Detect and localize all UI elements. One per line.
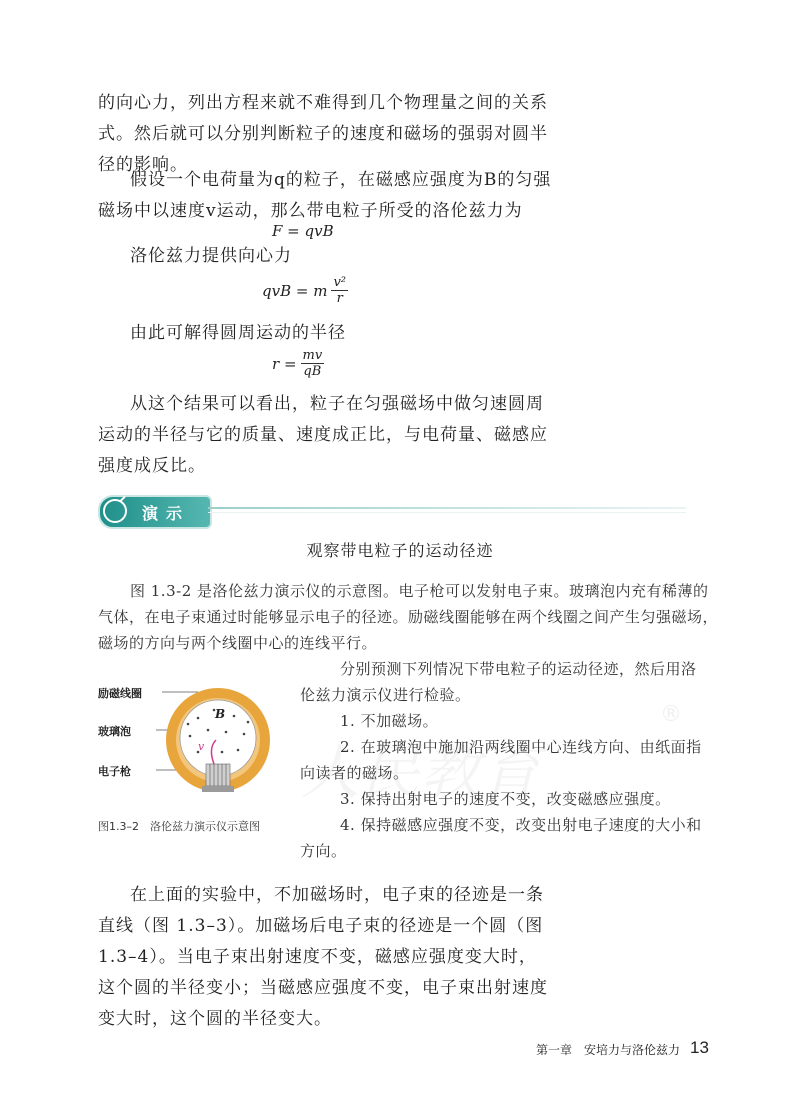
demo-task-4-cont: 方向。 (300, 842, 347, 860)
paragraph-line: 磁场中以速度v运动，那么带电粒子所受的洛伦兹力为 (98, 201, 523, 221)
paragraph-line: 洛伦兹力提供向心力 (130, 246, 292, 266)
demo-task-2-cont: 向读者的磁场。 (300, 764, 409, 782)
field-symbol-B: B (215, 707, 226, 721)
paragraph-line: 从这个结果可以看出，粒子在匀强磁场中做匀速圆周 (130, 394, 544, 414)
demo-label: 演示 (142, 504, 191, 523)
demo-badge (98, 495, 212, 529)
paragraph-line: 1.3–4）。当电子束出射速度不变，磁感应强度变大时， (98, 947, 537, 967)
figure-label-coil: 励磁线圈 (98, 687, 142, 700)
paragraph-line: 这个圆的半径变小；当磁感应强度不变，电子束出射速度 (98, 978, 548, 998)
fraction-numerator: mv (302, 348, 323, 363)
fraction (331, 275, 348, 306)
demo-task-line: 分别预测下列情况下带电粒子的运动径迹，然后用洛 (340, 660, 697, 678)
demo-task-1: 1. 不加磁场。 (340, 712, 439, 730)
demo-divider (208, 507, 686, 509)
figure-label-gun: 电子枪 (98, 765, 131, 778)
fraction-denominator: r (336, 291, 343, 306)
fraction (301, 348, 325, 379)
registered-mark-icon: ® (660, 702, 682, 727)
equation-lorentz-force: F = qvB (272, 222, 334, 240)
demo-intro-line: 磁场的方向与两个线圈中心的连线平行。 (98, 634, 378, 652)
watermark (300, 725, 540, 811)
demo-intro-line: 图 1.3-2 是洛伦兹力演示仪的示意图。电子枪可以发射电子束。玻璃泡内充有稀薄的 (130, 582, 709, 600)
footer-chapter: 第一章 安培力与洛伦兹力 (536, 1043, 681, 1057)
demo-task-line: 伦兹力演示仪进行检验。 (300, 686, 471, 704)
paragraph-line: 强度成反比。 (98, 456, 206, 476)
equation-left: qvB = m (262, 281, 328, 300)
paragraph-line: 式。然后就可以分别判断粒子的速度和磁场的强弱对圆半 (98, 124, 548, 144)
fraction-denominator: qB (303, 364, 322, 379)
equation-radius (272, 348, 324, 379)
figure-caption: 图1.3–2 洛伦兹力演示仪示意图 (98, 820, 260, 833)
figure-lorentz-apparatus (98, 680, 298, 825)
demo-task-4: 4. 保持磁感应强度不变，改变出射电子速度的大小和 (340, 816, 702, 834)
fraction-numerator: v² (333, 275, 346, 290)
demo-icon (103, 499, 127, 523)
demo-task-3: 3. 保持出射电子的速度不变，改变磁感应强度。 (340, 790, 671, 808)
equation-left: r = (272, 354, 297, 373)
paragraph-line: 径的影响。 (98, 155, 188, 175)
paragraph-line: 变大时，这个圆的半径变大。 (98, 1009, 332, 1029)
paragraph-line: 运动的半径与它的质量、速度成正比，与电荷量、磁感应 (98, 425, 548, 445)
figure-label-bulb: 玻璃泡 (98, 725, 131, 738)
demo-divider (208, 512, 686, 513)
paragraph-line: 在上面的实验中，不加磁场时，电子束的径迹是一条 (130, 885, 544, 905)
velocity-symbol-v: v (198, 740, 205, 753)
paragraph-line: 由此可解得圆周运动的半径 (130, 323, 346, 343)
equation-centripetal (262, 275, 348, 306)
paragraph-line: 的向心力，列出方程来就不难得到几个物理量之间的关系 (98, 93, 548, 113)
paragraph-line: 直线（图 1.3–3）。加磁场后电子束的径迹是一个圆（图 (98, 916, 544, 936)
demo-title: 观察带电粒子的运动径迹 (306, 541, 494, 560)
page-number: 13 (690, 1038, 709, 1057)
paragraph-line: 假设一个电荷量为q的粒子，在磁感应强度为B的匀强 (130, 170, 552, 190)
demo-task-2: 2. 在玻璃泡中施加沿两线圈中心连线方向、由纸面指 (340, 738, 702, 756)
demo-intro-line: 气体，在电子束通过时能够显示电子的径迹。励磁线圈能够在两个线圈之间产生匀强磁场， (98, 608, 719, 626)
